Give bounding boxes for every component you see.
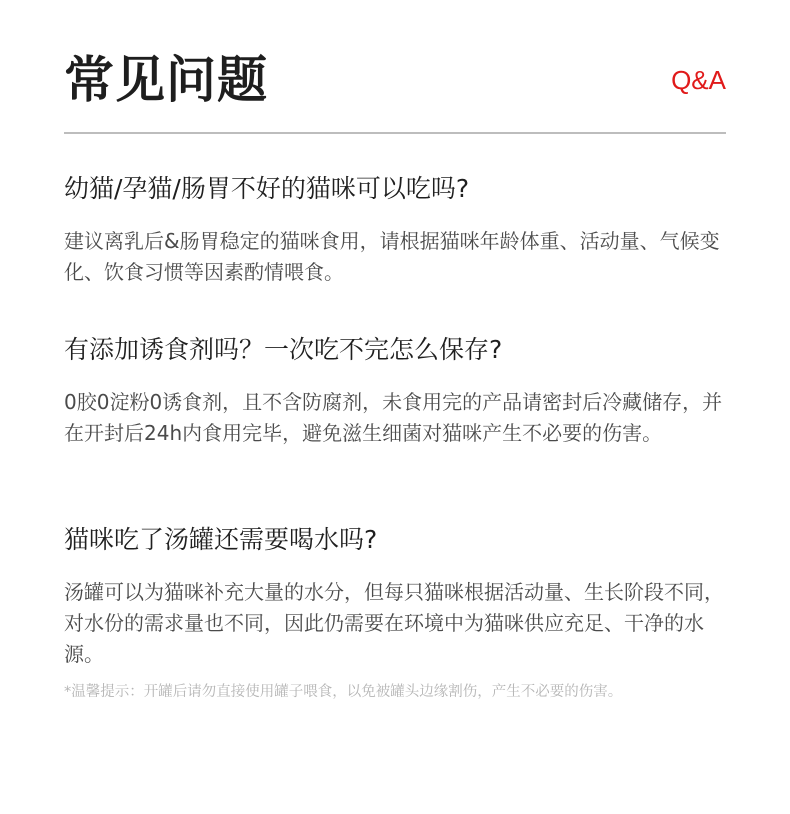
faq-answer: 建议离乳后&肠胃稳定的猫咪食用，请根据猫咪年龄体重、活动量、气候变化、饮食习惯等因素酌情喂食。 bbox=[64, 229, 720, 284]
faq-item bbox=[64, 333, 744, 449]
faq-answer: 0胶0淀粉0诱食剂，且不含防腐剂，未食用完的产品请密封后冷藏储存，并在开封后24h内食用完毕，避免滋生细菌对猫咪产生不必要的伤害。 bbox=[64, 390, 723, 445]
page-title: 常见问题 bbox=[64, 51, 268, 109]
faq-question: 猫咪吃了汤罐还需要喝水吗? bbox=[64, 525, 378, 554]
faq-item bbox=[64, 523, 744, 670]
tip-note: *温馨提示：开罐后请勿直接使用罐子喂食，以免被罐头边缘割伤，产生不必要的伤害。 bbox=[64, 684, 623, 700]
faq-question: 幼猫/孕猫/肠胃不好的猫咪可以吃吗? bbox=[64, 174, 470, 203]
faq-answer: 汤罐可以为猫咪补充大量的水分，但每只猫咪根据活动量、生长阶段不同，对水份的需求量也不同，因此仍需要在环境中为猫咪供应充足、干净的水源。 bbox=[64, 580, 724, 666]
page-header bbox=[64, 50, 726, 134]
qa-tag: Q&A bbox=[671, 65, 726, 95]
faq-question: 有添加诱食剂吗？一次吃不完怎么保存? bbox=[64, 335, 503, 364]
faq-item bbox=[64, 172, 744, 288]
